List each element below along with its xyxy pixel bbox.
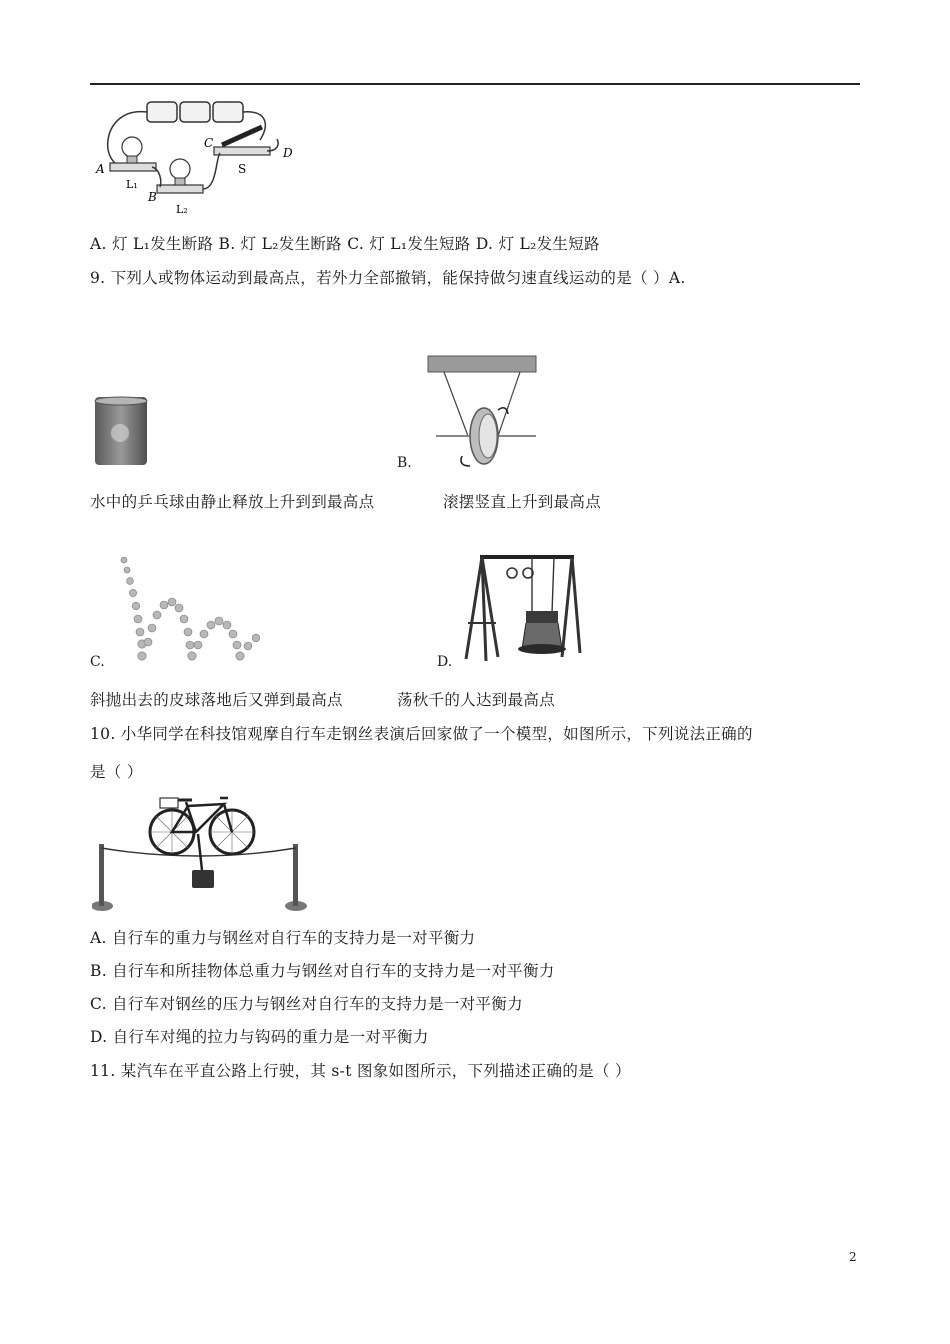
q10-option-b: B. 自行车和所挂物体总重力与钢丝对自行车的支持力是一对平衡力 [90, 962, 555, 980]
q11-stem: 11. 某汽车在平直公路上行驶，其 s-t 图象如图所示，下列描述正确的是（ ） [90, 1062, 631, 1080]
bouncing-ball-image [118, 556, 263, 668]
label-l1: L₁ [126, 178, 138, 191]
q9-caption-b: 滚摆竖直上升到最高点 [443, 493, 602, 511]
q9-caption-d: 荡秋千的人达到最高点 [397, 691, 556, 709]
q10-option-c: C. 自行车对钢丝的压力与钢丝对自行车的支持力是一对平衡力 [90, 995, 523, 1013]
label-a: A [96, 162, 105, 176]
q9-caption-a: 水中的乒乓球由静止释放上升到到最高点 [90, 493, 375, 511]
label-c: C [204, 136, 214, 150]
circuit-figure [92, 95, 307, 220]
q9-option-c-letter: C. [90, 654, 105, 670]
beaker-image [92, 395, 152, 467]
label-d: D [283, 146, 293, 160]
q9-option-b-letter: B. [397, 455, 412, 471]
q9-caption-c: 斜抛出去的皮球落地后又弹到最高点 [90, 691, 343, 709]
q10-stem-line2: 是（ ） [90, 763, 143, 781]
q8-options: A. 灯 L₁发生断路 B. 灯 L₂发生断路 C. 灯 L₁发生短路 D. 灯 L₂发生短路 [90, 235, 600, 253]
label-s: S [238, 162, 247, 176]
q10-stem-line1: 10. 小华同学在科技馆观摩自行车走钢丝表演后回家做了一个模型，如图所示，下列说法正确的 [90, 725, 753, 743]
label-l2: L₂ [176, 203, 188, 216]
header-rule [90, 83, 860, 85]
q9-stem: 9. 下列人或物体运动到最高点，若外力全部撤销，能保持做匀速直线运动的是（ ）A. [90, 269, 686, 287]
maxwell-wheel-image [426, 352, 538, 470]
q9-option-d-letter: D. [437, 654, 453, 670]
q10-option-d: D. 自行车对绳的拉力与钩码的重力是一对平衡力 [90, 1028, 429, 1046]
q10-option-a: A. 自行车的重力与钢丝对自行车的支持力是一对平衡力 [90, 929, 476, 947]
page-number: 2 [849, 1250, 857, 1264]
label-b: B [148, 190, 157, 204]
bicycle-wire-image [92, 792, 310, 914]
swing-image [462, 553, 582, 665]
